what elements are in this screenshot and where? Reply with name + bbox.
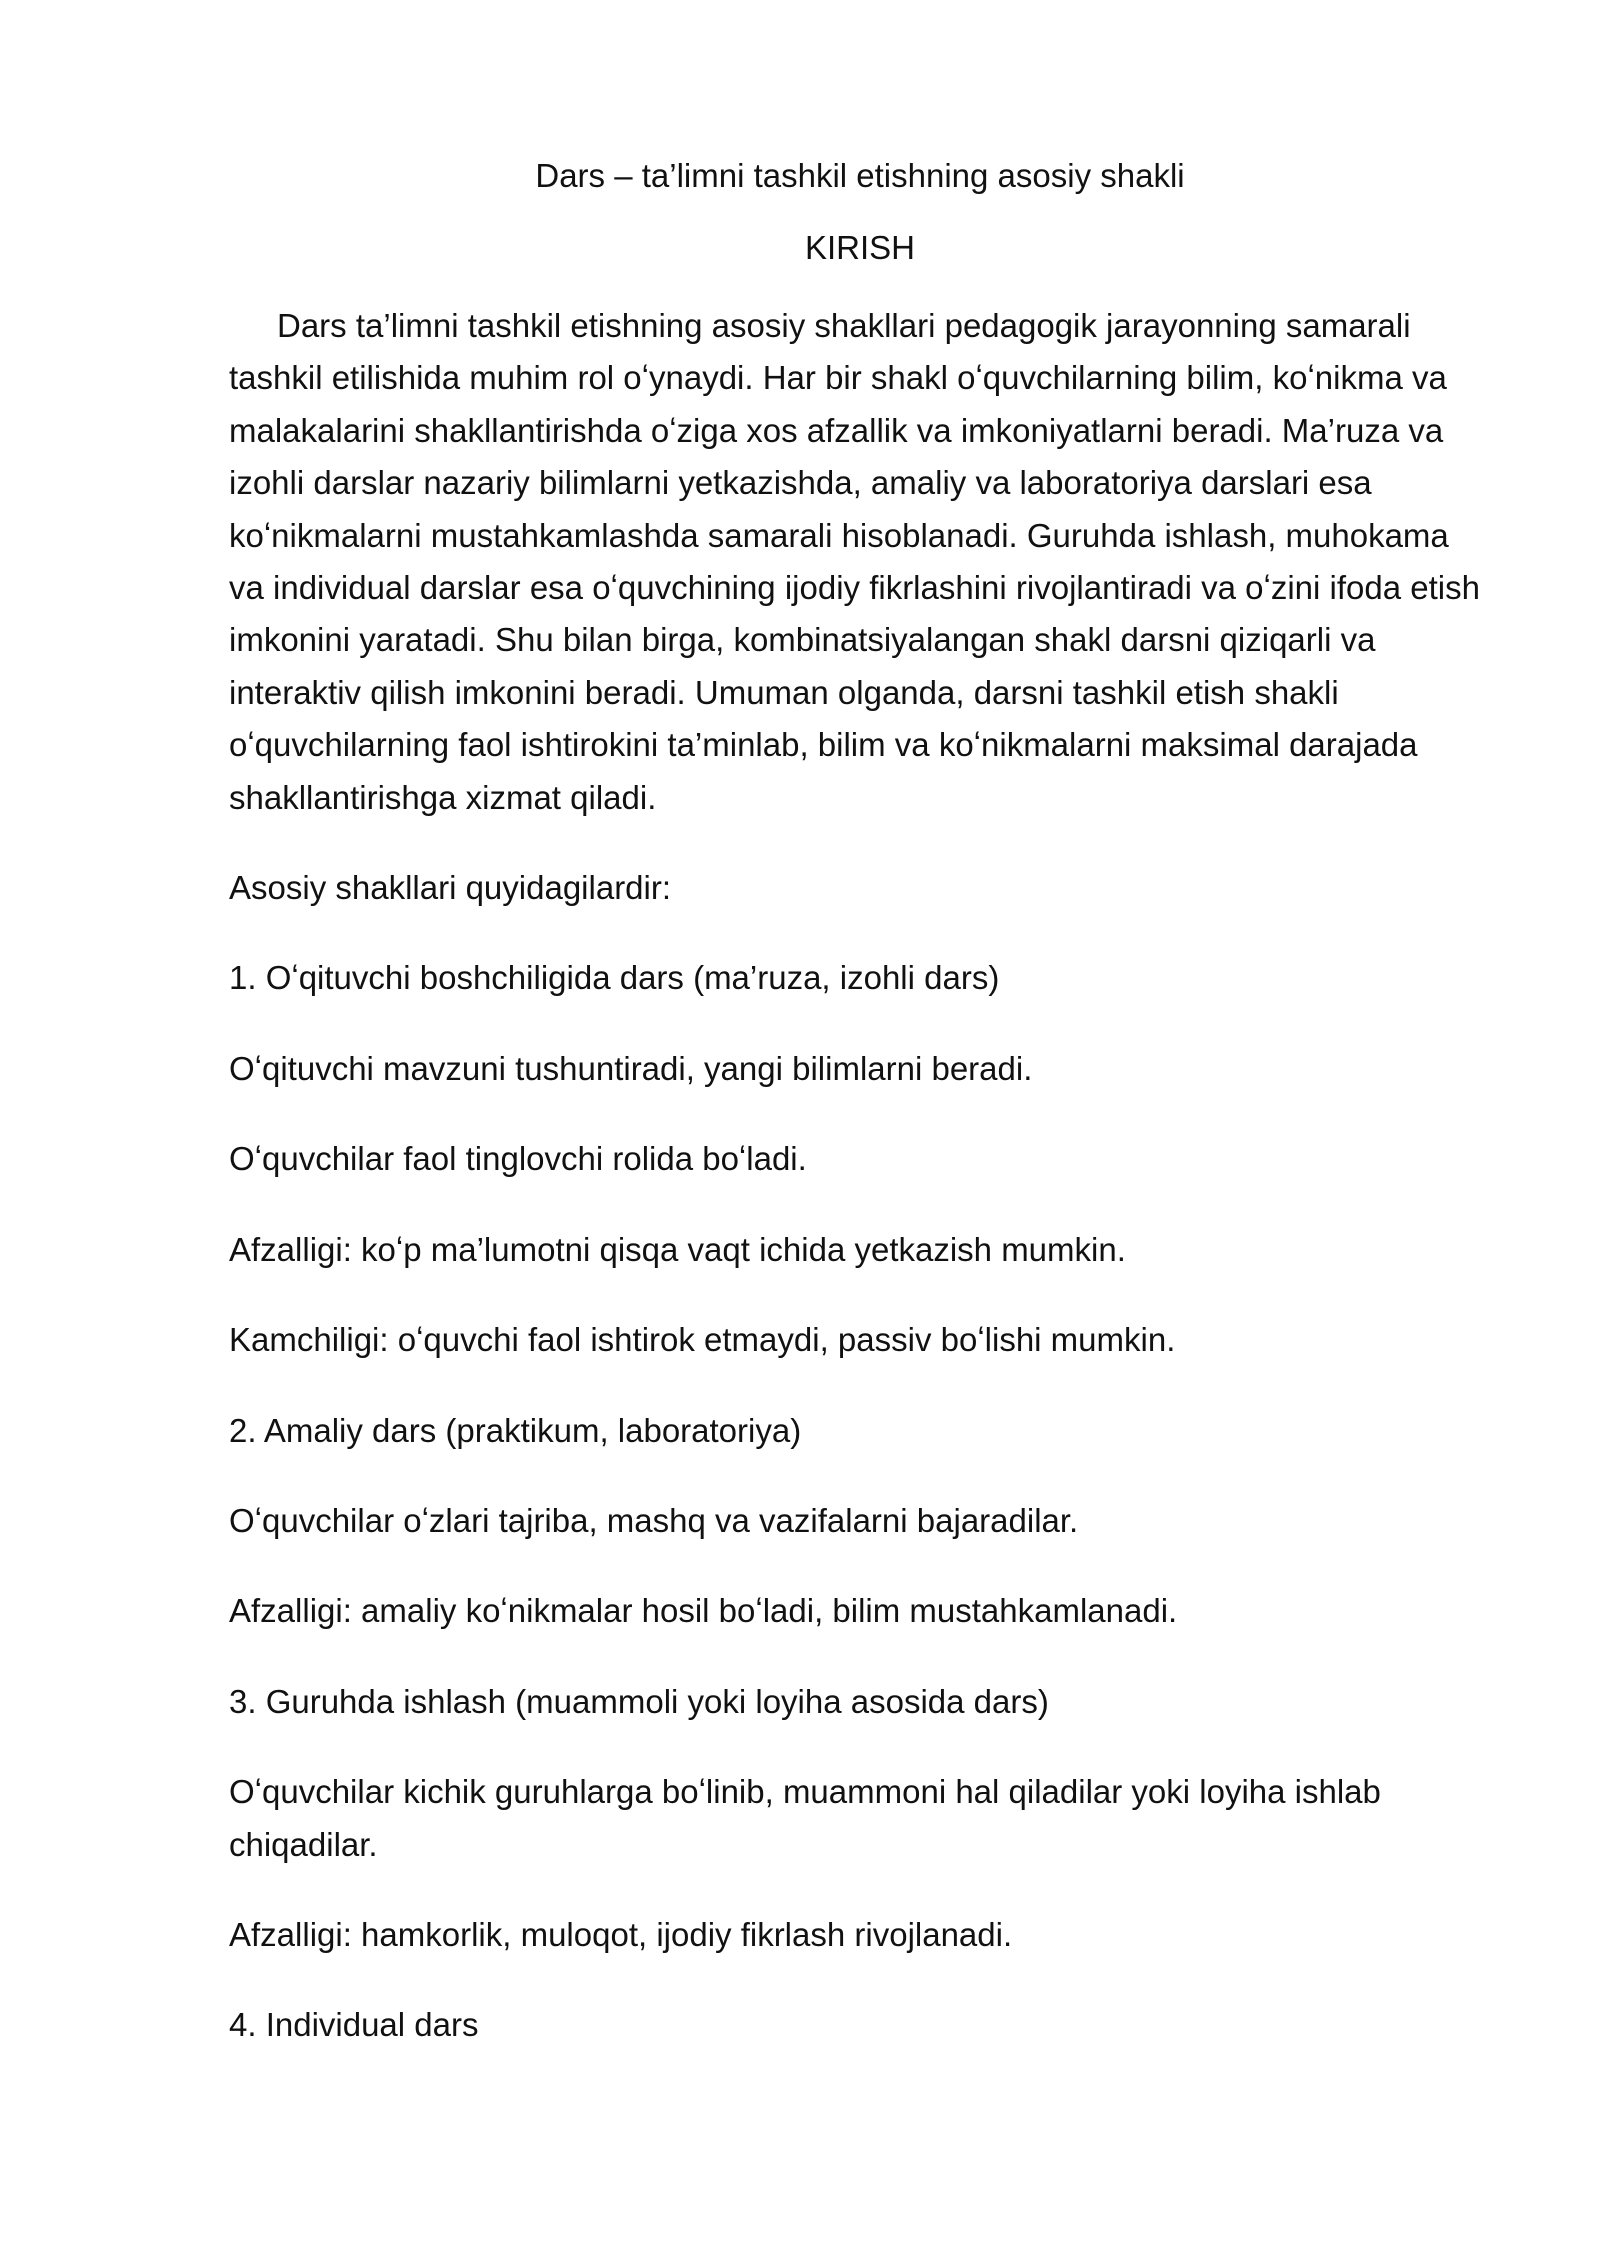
- document-body: [229, 150, 1491, 2090]
- paragraph-item-4-heading: 4. Individual dars: [229, 2006, 479, 2044]
- paragraph-list-intro: Asosiy shakllari quyidagilardir:: [229, 869, 672, 907]
- paragraph: Oʻquvchilar oʻzlari tajriba, mashq va vazifalarni bajaradilar.: [229, 1501, 1079, 1539]
- paragraph: Oʻquvchilar faol tinglovchi rolida boʻladi.: [229, 1140, 807, 1178]
- paragraph: Oʻquvchilar kichik guruhlarga boʻlinib, muammoni hal qiladilar yoki loyiha ishlab chiqadilar.: [229, 1773, 1381, 1863]
- paragraph-item-3-heading: 3. Guruhda ishlash (muammoli yoki loyiha asosida dars): [229, 1682, 1049, 1720]
- paragraph-item-2-heading: 2. Amaliy dars (praktikum, laboratoriya): [229, 1411, 802, 1449]
- paragraph-item-1-heading: 1. Oʻqituvchi boshchiligida dars (ma’ruza, izohli dars): [229, 959, 1000, 997]
- intro-paragraph: Dars ta’limni tashkil etishning asosiy shakllari pedagogik jarayonning samarali tashkil etilishida muhim rol oʻynaydi. Har bir shakl oʻquvchilarning bilim, koʻnikma va malakalarini shakllantirishda oʻziga xos afzallik va imkoniyatlarni beradi. Ma’ruza va izohli darslar nazariy bilimlarni yetkazishda, amaliy va laboratoriya darslari esa koʻnikmalarni mustahkamlashda samarali hisoblanadi. Guruhda ishlash, muhokama va individual darslar esa oʻquvchining ijodiy fikrlashini rivojlantiradi va oʻzini ifoda etish imkonini yaratadi. Shu bilan birga, kombinatsiyalangan shakl darsni qiziqarli va interaktiv qilish imkonini beradi. Umuman olganda, darsni tashkil etish shakli oʻquvchilarning faol ishtirokini ta’minlab, bilim va koʻnikmalarni maksimal darajada shakllantirishga xizmat qiladi.: [229, 307, 1480, 816]
- paragraph: Oʻqituvchi mavzuni tushuntiradi, yangi bilimlarni beradi.: [229, 1049, 1033, 1087]
- section-heading: KIRISH: [804, 229, 916, 266]
- document-title: Dars – ta’limni tashkil etishning asosiy shakli: [535, 157, 1185, 194]
- paragraph: Afzalligi: hamkorlik, muloqot, ijodiy fikrlash rivojlanadi.: [229, 1915, 1013, 1953]
- paragraph: Kamchiligi: oʻquvchi faol ishtirok etmaydi, passiv boʻlishi mumkin.: [229, 1321, 1176, 1359]
- paragraph: Afzalligi: amaliy koʻnikmalar hosil boʻladi, bilim mustahkamlanadi.: [229, 1592, 1178, 1630]
- paragraph: Afzalligi: koʻp ma’lumotni qisqa vaqt ichida yetkazish mumkin.: [229, 1230, 1126, 1268]
